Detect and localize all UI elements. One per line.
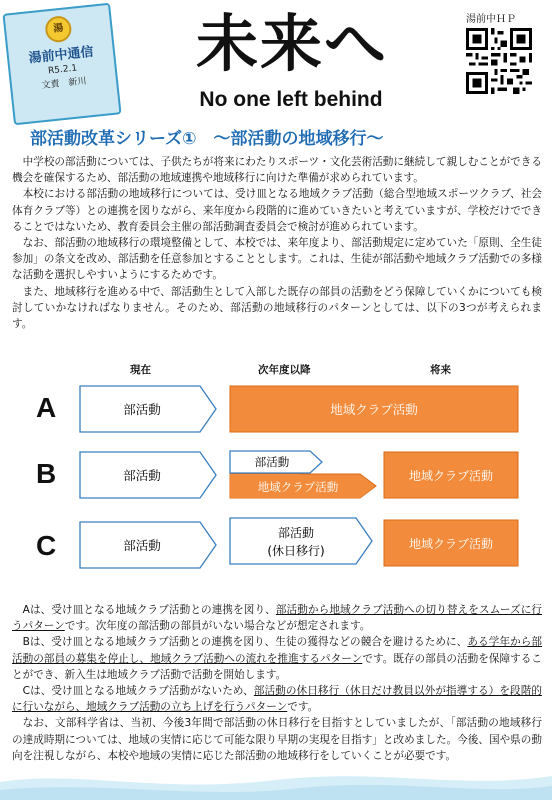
paragraph-4: また、地域移行を進める中で、部活動生として入部した既存の部員の活動をどう保障していくかについても検討していかなければなりません。そのため、部活動の地域移行のパターンとしては、以下の3つが考えられます。 xyxy=(12,285,542,331)
qr-code-icon[interactable] xyxy=(466,28,532,94)
pattern-letter-b: B xyxy=(36,458,57,489)
column-header-future: 将来 xyxy=(430,364,451,376)
author: 文責 新川 xyxy=(41,76,87,92)
school-emblem-icon: 湯 xyxy=(44,15,73,44)
newsletter-name: 湯前中通信 xyxy=(27,44,95,67)
row-c-next-label-2: (休日移行) xyxy=(267,544,325,558)
newsletter-badge xyxy=(2,3,121,126)
paragraph-2: 本校における部活動の地域移行については、受け皿となる地域クラブ活動（総合型地域スポーツクラブ、社会体育クラブ等）との連携を図りながら、来年度から段階的に進めていきたいと考えていますが、学校だけでできることではないため、教育委員会主催の部活動調査委員会で検討が進められています。 xyxy=(12,188,542,233)
row-c-now-label: 部活動 xyxy=(123,538,161,553)
row-a-now-label: 部活動 xyxy=(123,402,161,417)
row-b-future-label: 地域クラブ活動 xyxy=(408,469,494,483)
row-c-next-label-1: 部活動 xyxy=(277,526,315,540)
pattern-letter-a: A xyxy=(36,392,57,423)
pattern-letter-c: C xyxy=(36,530,57,561)
body-text xyxy=(12,154,542,332)
issue-date: R5.2.1 xyxy=(47,63,78,77)
column-header-now: 現在 xyxy=(130,364,151,376)
paragraph-3: なお、部活動の地域移行の環境整備として、本校では、来年度より、部活動規定に定めていた「原則、全生徒参加」の条文を改め、部活動を任意参加とすることとします。これは、生徒が部活動や地域クラブ活動での多様な活動を選択しやすいようにするためです。 xyxy=(12,237,542,282)
page-subtitle: No one left behind xyxy=(199,88,383,111)
page-title: 未来へ xyxy=(195,7,388,80)
transition-diagram xyxy=(0,370,552,600)
row-b-next-bukatsu-label: 部活動 xyxy=(254,455,290,469)
paragraph-1: 中学校の部活動については、子供たちが将来にわたりスポーツ・文化芸術活動に継続して親しむことができる機会を確保するため、部活動の地域連携や地域移行に向けた準備が求められています。 xyxy=(12,156,542,185)
homepage-label: 湯前中ＨＰ xyxy=(466,14,516,25)
closing-paragraph: なお、文部科学省は、当初、今後3年間で部活動の休日移行を目指すとしていましたが、「部活動の地域移行の達成時期については、地域の実情に応じて可能な限り早期の実現を目指す」と改めました。今後、国や県の動向を注視しながら、本校や地域の実情に応じた部活動の地域移行をしていくことが必要です。 xyxy=(12,717,542,762)
row-b-next-club-dash xyxy=(230,474,244,498)
row-c-future-label: 地域クラブ活動 xyxy=(408,537,494,551)
pattern-c-text: Cは、受け皿となる地域クラブ活動がないため、部活動の休日移行（休日だけ教員以外が指導する）を段階的に行いながら、地域クラブ活動の立ち上げを行うパターンです。 xyxy=(12,685,542,714)
row-b-now-label: 部活動 xyxy=(123,468,161,483)
row-b-next-club-label: 地域クラブ活動 xyxy=(257,480,339,494)
pattern-explanations xyxy=(12,602,542,764)
decorative-wave xyxy=(0,760,552,800)
section-title: 部活動改革シリーズ① ～部活動の地域移行～ xyxy=(30,129,384,149)
pattern-a-text: Aは、受け皿となる地域クラブ活動との連携を図り、部活動から地域クラブ活動への切り替えをスムーズに行うパターンです。次年度の部活動の部員がいない場合などが想定されます。 xyxy=(12,604,542,633)
row-a-club-label: 地域クラブ活動 xyxy=(330,402,418,417)
column-header-next-year: 次年度以降 xyxy=(258,364,311,376)
pattern-b-text: Bは、受け皿となる地域クラブ活動との連携を図り、生徒の獲得などの競合を避けるために、ある学年から部活動の部員の募集を停止し、地域クラブ活動への流れを推進するパターンです。既存の部員の活動を保障することができ、新入生は地域クラブ活動で活動を開始します。 xyxy=(12,636,543,681)
